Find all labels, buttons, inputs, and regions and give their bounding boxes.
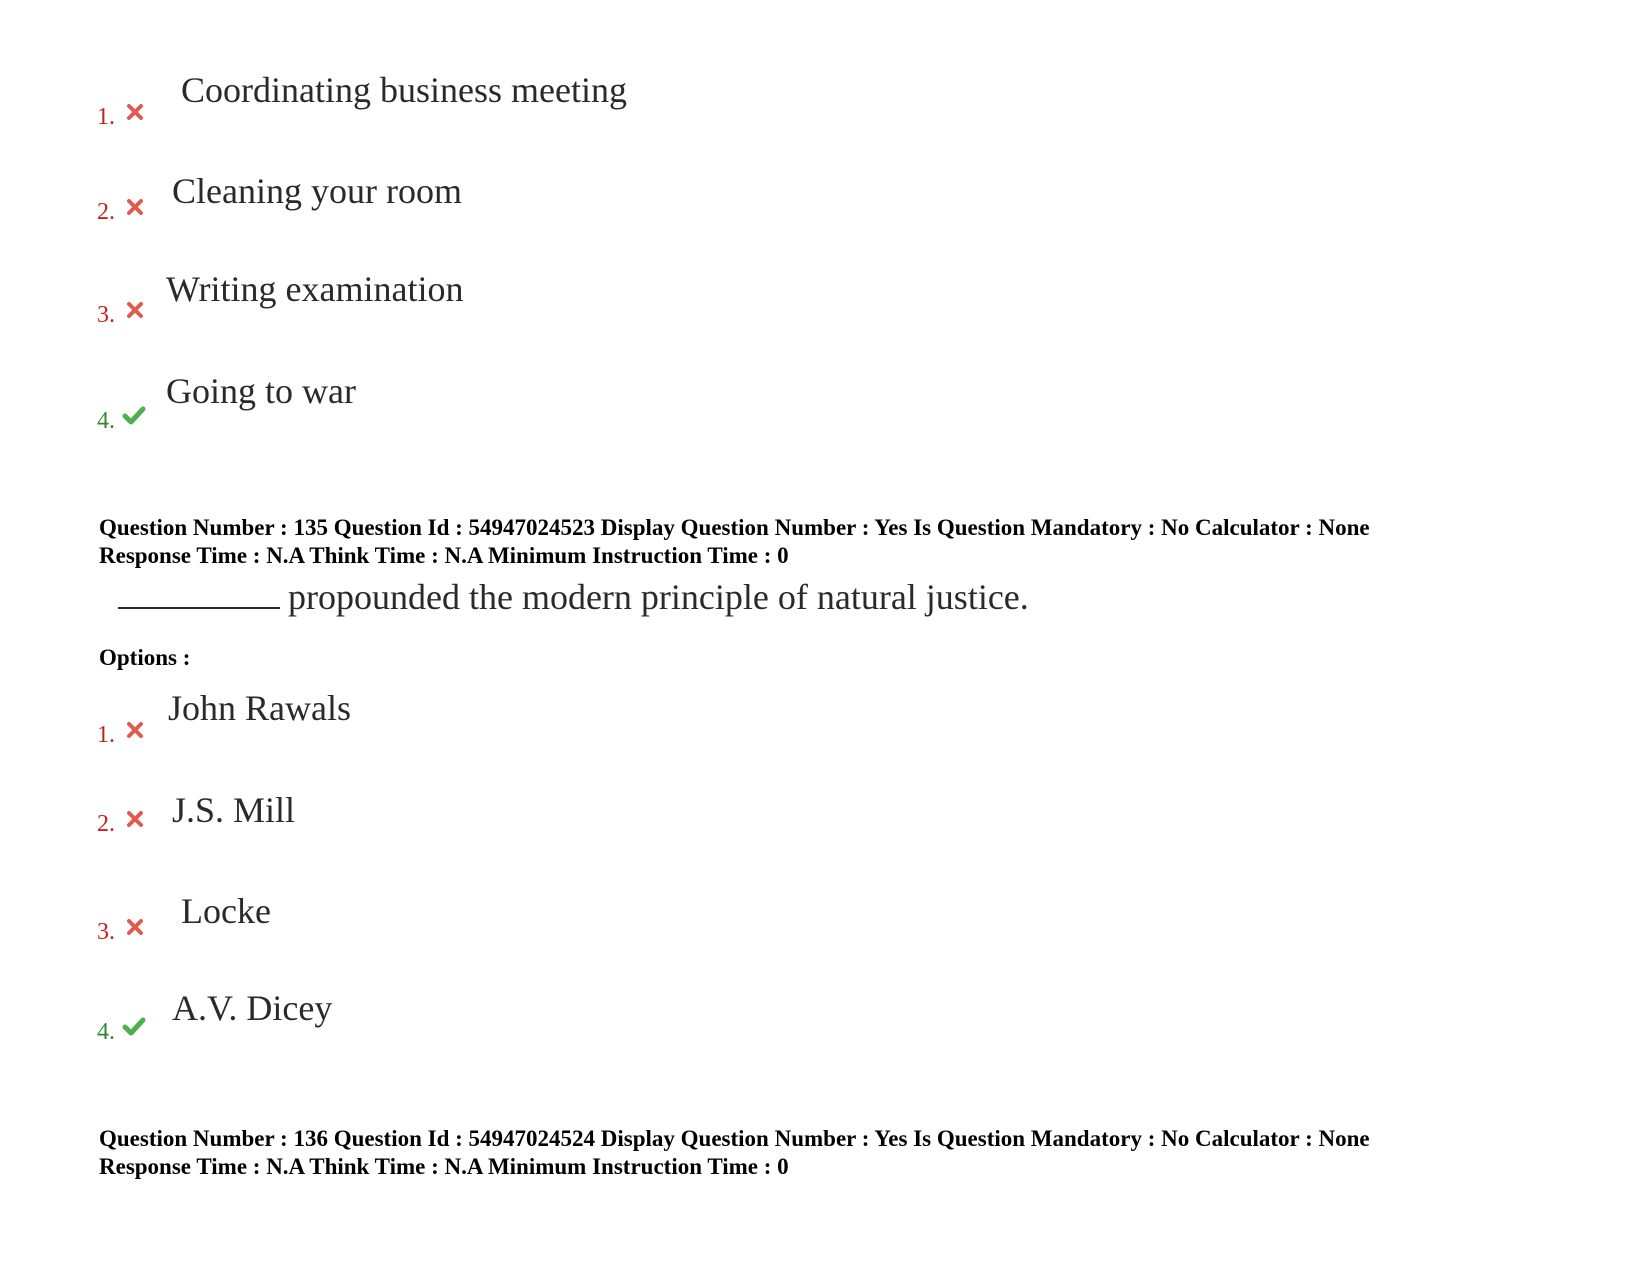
cross-icon: [126, 721, 144, 739]
option-text: Coordinating business meeting: [181, 70, 627, 110]
option-text: Writing examination: [166, 269, 464, 309]
option-number: 1.: [97, 104, 115, 130]
question-meta-line1: Question Number : 135 Question Id : 54947024523 Display Question Number : Yes Is Question Mandatory : No Calculator : None: [99, 515, 1370, 540]
option-number: 3.: [97, 919, 115, 945]
check-icon: [122, 1016, 146, 1036]
question-body: propounded the modern principle of natural justice.: [288, 577, 1029, 617]
option-text: Cleaning your room: [172, 171, 462, 211]
options-label: Options :: [99, 645, 191, 670]
fill-in-blank: [118, 577, 280, 609]
option-number: 2.: [97, 199, 115, 225]
cross-icon: [126, 103, 144, 121]
question-text: [118, 577, 1029, 615]
question-meta: [99, 1125, 1370, 1181]
cross-icon: [126, 198, 144, 216]
question-meta-line1: Question Number : 136 Question Id : 54947024524 Display Question Number : Yes Is Question Mandatory : No Calculator : None: [99, 1126, 1370, 1151]
option-number: 4.: [97, 1019, 115, 1045]
option-text: Going to war: [166, 371, 356, 411]
cross-icon: [126, 810, 144, 828]
option-number: 3.: [97, 302, 115, 328]
option-number: 4.: [97, 408, 115, 434]
check-icon: [122, 405, 146, 425]
cross-icon: [126, 301, 144, 319]
option-number: 1.: [97, 722, 115, 748]
question-meta: [99, 514, 1370, 570]
option-text: A.V. Dicey: [172, 988, 333, 1028]
question-meta-line2: Response Time : N.A Think Time : N.A Minimum Instruction Time : 0: [99, 543, 789, 568]
option-number: 2.: [97, 811, 115, 837]
cross-icon: [126, 918, 144, 936]
option-text: J.S. Mill: [172, 790, 296, 830]
option-text: Locke: [181, 891, 271, 931]
question-meta-line2: Response Time : N.A Think Time : N.A Minimum Instruction Time : 0: [99, 1154, 789, 1179]
option-text: John Rawals: [168, 688, 351, 728]
